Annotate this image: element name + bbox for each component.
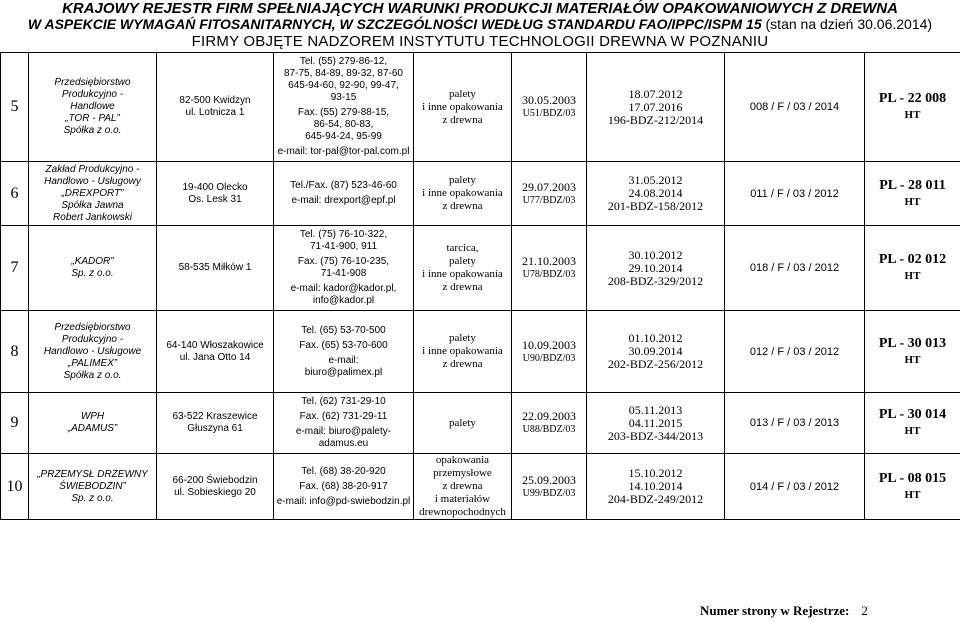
contact-line: Tel. (68) 38-20-920 (301, 465, 386, 477)
row-number: 5 (10, 98, 19, 115)
register-subtitle-text: W ASPEKCIE WYMAGAŃ FITOSANITARNYCH, W SZCZEGÓLNOŚCI WEDŁUG STANDARDU FAO/IPPC/ISPM 15 (27, 16, 762, 32)
page-number-label (700, 603, 868, 619)
address-line: Głuszyna 61 (187, 423, 243, 434)
register-number: 008 / F / 03 / 2014 (749, 101, 840, 113)
ippc-mark-cell (865, 454, 960, 520)
company-name-line: Handlowo - Usługowy (44, 175, 141, 187)
contact-cell (274, 454, 414, 520)
table-row (1, 393, 960, 454)
heat-treatment-mark: HT (904, 488, 921, 501)
row-number: 6 (10, 184, 19, 202)
registration-code: U88/BDZ/03 (522, 424, 576, 435)
company-name-line: WPH (80, 411, 105, 422)
contact-line: Tel. (75) 76-10-322, 71-41-900, 911 (299, 229, 388, 252)
contact-cell (274, 393, 414, 454)
address-cell (157, 53, 274, 162)
contact-line: Tel. (62) 731-29-10 (301, 396, 386, 407)
company-name-line: Spółka z o.o. (63, 125, 122, 136)
ippc-mark-cell (865, 226, 960, 311)
register-number-cell (725, 53, 865, 162)
heat-treatment-mark: HT (904, 109, 921, 121)
company-name-line: „TOR - PAL” (65, 113, 120, 124)
contact-cell (274, 311, 414, 393)
contact-line: e-mail: drexport@epf.pl (291, 195, 396, 206)
contact-line: e-mail: tor-pal@tor-pal.com.pl (277, 146, 410, 157)
company-name-line: ŚWIEBODZIN” (59, 480, 126, 492)
company-name-line: Robert Jankowski (53, 211, 132, 223)
ippc-code: PL - 02 012 (878, 252, 947, 267)
company-name-cell (29, 454, 157, 520)
contact-line: e-mail: biuro@palety-adamus.eu (295, 426, 392, 449)
company-name-line: „DREXPORT” (61, 187, 124, 199)
ippc-mark-cell (865, 53, 960, 162)
decision-cell (587, 311, 725, 393)
decision-cell (587, 53, 725, 162)
company-name-line: Produkcyjno - (61, 89, 124, 100)
contact-cell (274, 53, 414, 162)
ippc-code: PL - 28 011 (879, 177, 946, 193)
contact-line: e-mail: info@pd-swiebodzin.pl (276, 495, 411, 507)
address-line: 19-400 Olecko (182, 181, 248, 193)
company-name-line: „PRZEMYSŁ DRZEWNY (37, 468, 148, 480)
registration-date-cell (512, 162, 587, 226)
contact-line: Tel. (55) 279-86-12, 87-75, 84-89, 89-32, 87-60 645-94-60, 92-90, 99-47, 93-15 (284, 56, 403, 103)
register-number-cell (725, 393, 865, 454)
contact-line: Fax. (68) 38-20-917 (299, 480, 388, 492)
contact-line: Fax. (62) 731-29-11 (299, 411, 388, 422)
decision-cell (587, 226, 725, 311)
company-name-line: Przedsiębiorstwo (54, 77, 131, 88)
ippc-mark-cell (865, 162, 960, 226)
company-name-line: „ADAMUS” (67, 423, 118, 434)
contact-line: Tel./Fax. (87) 523-46-60 (290, 180, 397, 191)
ippc-code: PL - 30 014 (878, 407, 947, 422)
registration-date: 29.07.2003 (522, 179, 576, 194)
company-name-cell (29, 311, 157, 393)
company-name-cell (29, 53, 157, 162)
products-cell (414, 454, 512, 520)
company-name-line: Zakład Produkcyjno - (45, 163, 140, 175)
address-line: ul. Lotnicza 1 (185, 107, 245, 118)
address-line: 58-535 Miłków 1 (178, 262, 252, 273)
row-number-cell (1, 393, 29, 454)
address-cell (157, 454, 274, 520)
company-name-line: Przedsiębiorstwo (54, 321, 131, 333)
register-number: 013 / F / 03 / 2013 (749, 417, 840, 429)
company-name-line: Handlowe (70, 101, 115, 112)
products-text: palety i inne opakowania z drewna (422, 332, 503, 370)
table-row (1, 311, 960, 393)
ippc-mark-cell (865, 393, 960, 454)
products-text: opakowania przemysłowe z drewna i materiałów drewnopochodnych (419, 454, 506, 518)
heat-treatment-mark: HT (904, 353, 921, 366)
registration-code: U77/BDZ/03 (522, 194, 576, 206)
products-text: tarcica, palety i inne opakowania z drewna (422, 242, 503, 293)
table-row (1, 454, 960, 520)
products-cell (414, 393, 512, 454)
decision-text: 15.10.2012 14.10.2014 204-BDZ-249/2012 (607, 466, 704, 506)
address-line: Os. Lesk 31 (188, 193, 242, 205)
products-text: palety i inne opakowania z drewna (422, 87, 503, 126)
company-name-cell (29, 226, 157, 311)
address-line: 66-200 Świebodzin (172, 474, 258, 486)
decision-text: 18.07.2012 17.07.2016 196-BDZ-212/2014 (607, 86, 704, 127)
table-row (1, 226, 960, 311)
products-cell (414, 162, 512, 226)
ippc-code: PL - 30 013 (878, 335, 947, 351)
table-row (1, 53, 960, 162)
address-line: ul. Sobieskiego 20 (174, 486, 256, 498)
register-subtitle (0, 16, 960, 33)
contact-line: Fax. (75) 76-10-235, 71-41-908 (297, 256, 390, 279)
heat-treatment-mark: HT (904, 270, 921, 282)
company-name-line: Sp. z o.o. (71, 492, 114, 504)
company-name-line: Handlowo - Usługowe (43, 345, 142, 357)
products-cell (414, 311, 512, 393)
row-number-cell (1, 311, 29, 393)
address-cell (157, 393, 274, 454)
heat-treatment-mark: HT (904, 425, 921, 437)
contact-cell (274, 162, 414, 226)
registration-code: U51/BDZ/03 (522, 108, 576, 119)
row-number: 9 (10, 414, 19, 431)
ippc-code: PL - 22 008 (878, 91, 947, 106)
decision-cell (587, 162, 725, 226)
address-line: 82-500 Kwidzyn (179, 95, 251, 106)
decision-cell (587, 393, 725, 454)
contact-line: Fax. (55) 279-88-15, 86-54, 80-83, 645-94-24, 95-99 (297, 107, 390, 142)
address-line: 63-522 Kraszewice (172, 411, 258, 422)
register-number-cell (725, 454, 865, 520)
registration-code: U78/BDZ/03 (522, 269, 576, 280)
contact-cell (274, 226, 414, 311)
products-text: palety (449, 416, 476, 429)
address-cell (157, 162, 274, 226)
registration-date: 10.09.2003 (522, 337, 576, 352)
register-number-cell (725, 226, 865, 311)
company-name-line: „KADOR” (71, 256, 114, 267)
ippc-mark-cell (865, 311, 960, 393)
address-line: ul. Jana Otto 14 (179, 351, 251, 363)
products-cell (414, 53, 512, 162)
register-number: 018 / F / 03 / 2012 (749, 262, 840, 274)
row-number-cell (1, 53, 29, 162)
register-number-cell (725, 162, 865, 226)
ippc-code: PL - 08 015 (878, 470, 947, 486)
registration-code: U90/BDZ/03 (522, 352, 576, 364)
status-date: (stan na dzień 30.06.2014) (765, 16, 933, 32)
registration-date: 25.09.2003 (522, 472, 576, 487)
company-name-line: „PALIMEX” (67, 357, 118, 369)
registration-date-cell (512, 311, 587, 393)
company-name-line: Produkcyjno - (61, 333, 124, 345)
page-number: 2 (861, 603, 868, 618)
address-line: 64-140 Włoszakowice (166, 339, 264, 351)
row-number: 8 (10, 342, 19, 360)
register-table (0, 52, 960, 520)
contact-line: e-mail: kador@kador.pl, info@kador.pl (290, 283, 397, 306)
products-text: palety i inne opakowania z drewna (422, 174, 503, 212)
registration-code: U99/BDZ/03 (522, 487, 576, 499)
row-number-cell (1, 162, 29, 226)
contact-line: e-mail: biuro@palimex.pl (304, 354, 383, 378)
company-name-cell (29, 162, 157, 226)
address-cell (157, 311, 274, 393)
registration-date-cell (512, 226, 587, 311)
registration-date: 21.10.2003 (522, 254, 576, 268)
contact-line: Fax. (65) 53-70-600 (299, 339, 388, 351)
company-name-line: Spółka Jawna (61, 199, 124, 211)
register-number: 014 / F / 03 / 2012 (749, 480, 840, 493)
registration-date-cell (512, 454, 587, 520)
address-cell (157, 226, 274, 311)
products-cell (414, 226, 512, 311)
decision-text: 01.10.2012 30.09.2014 202-BDZ-256/2012 (607, 331, 704, 371)
register-number: 011 / F / 03 / 2012 (750, 187, 839, 200)
row-number: 7 (10, 259, 19, 276)
decision-text: 31.05.2012 24.08.2014 201-BDZ-158/2012 (607, 173, 704, 213)
register-number: 012 / F / 03 / 2012 (749, 345, 840, 358)
row-number-cell (1, 226, 29, 311)
supervising-institute: FIRMY OBJĘTE NADZOREM INSTYTUTU TECHNOLOGII DREWNA W POZNANIU (191, 33, 769, 50)
table-row (1, 162, 960, 226)
decision-cell (587, 454, 725, 520)
registration-date: 22.09.2003 (522, 409, 576, 423)
heat-treatment-mark: HT (904, 195, 921, 208)
company-name-line: Sp. z o.o. (71, 268, 114, 279)
registration-date: 30.05.2003 (522, 93, 576, 107)
register-number-cell (725, 311, 865, 393)
row-number: 10 (6, 477, 23, 495)
row-number-cell (1, 454, 29, 520)
company-name-cell (29, 393, 157, 454)
decision-text: 30.10.2012 29.10.2014 208-BDZ-329/2012 (607, 247, 704, 288)
registration-date-cell (512, 53, 587, 162)
company-name-line: Spółka z o.o. (63, 369, 122, 381)
decision-text: 05.11.2013 04.11.2015 203-BDZ-344/2013 (607, 402, 704, 443)
contact-line: Tel. (65) 53-70-500 (301, 324, 386, 336)
register-title: KRAJOWY REJESTR FIRM SPEŁNIAJĄCYCH WARUNKI PRODUKCJI MATERIAŁÓW OPAKOWANIOWYCH Z DREWNA (62, 0, 898, 17)
page-number-caption: Numer strony w Rejestrze: (700, 603, 850, 618)
registration-date-cell (512, 393, 587, 454)
